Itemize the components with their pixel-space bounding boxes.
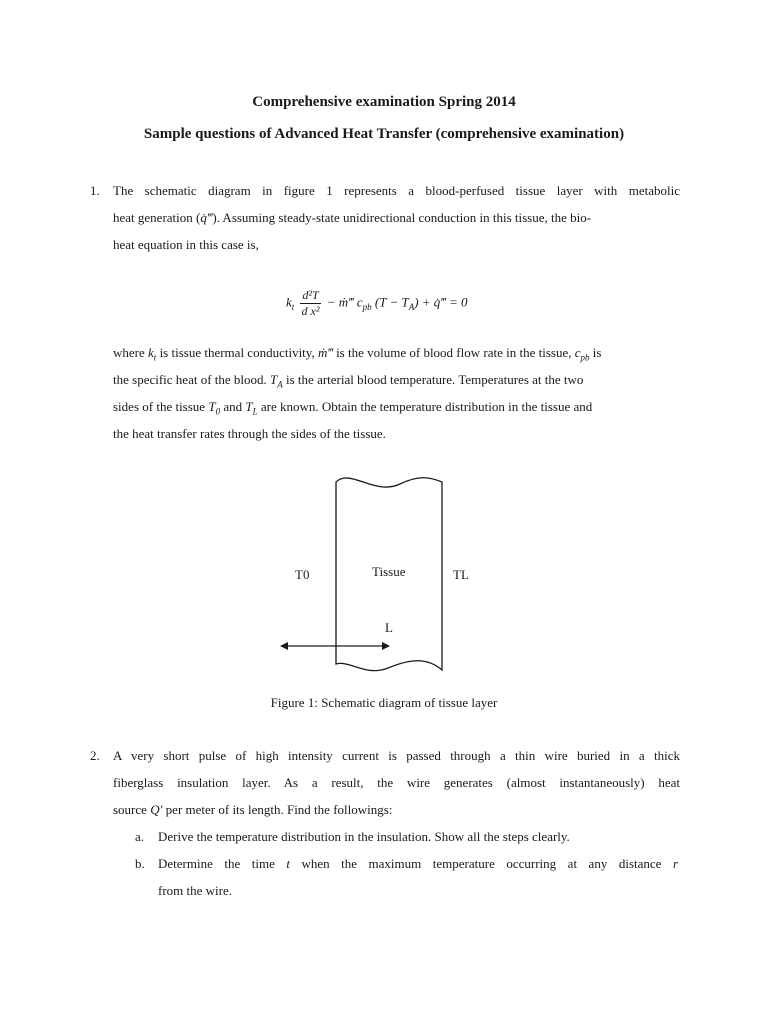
- q1-after-line-3: sides of the tissue $T_0$ and $T_L$ are known. Obtain the temperature distribution in the tissue and: [113, 399, 593, 417]
- equation-fraction: $\frac{\text{d²T}}{\text{d x²}}$: [301, 288, 320, 318]
- q2-a-text: Derive the temperature distribution in the insulation. Show all the steps clearly.: [158, 829, 570, 844]
- q1-line-2: heat generation (q̇‴). Assuming steady-state unidirectional conduction in this tissue, the bio-: [113, 210, 592, 225]
- label-tissue: Tissue: [372, 564, 406, 579]
- heat-generation-symbol: q̇‴: [200, 210, 213, 225]
- question-2-number: 2.: [90, 748, 100, 763]
- arrow-right-head: [382, 642, 390, 650]
- q1-after-line-4: the heat transfer rates through the sides of the tissue.: [113, 426, 386, 441]
- q2-b-line-2: from the wire.: [158, 883, 233, 898]
- q2-b-line-1: Determine the time t when the maximum temperature occurring at any distance r: [158, 856, 678, 871]
- q2-line-1: A very short pulse of high intensity current is passed through a thin wire buried in a thick: [113, 748, 680, 763]
- q1-line-1: The schematic diagram in figure 1 represents a blood-perfused tissue layer with metabolic: [113, 183, 680, 198]
- q1-after-line-1: where $k_t$ is tissue thermal conductivity, ṁ‴ is the volume of blood flow rate in the tissue, $c_{pb}$ is: [113, 345, 602, 363]
- q2-line-2: fiberglass insulation layer. As a result, the wire generates (almost instantaneously) heat: [113, 775, 680, 790]
- q2-a-marker: a.: [135, 829, 145, 844]
- tissue-layer-figure: [260, 470, 490, 685]
- bioheat-equation: $k_t$ $\frac{\text{d²T}}{\text{d x²}}$ − ṁ‴ $c_{pb}$ $(T - T_A)$ + q̇‴ = 0: [286, 288, 468, 318]
- page-subtitle: Sample questions of Advanced Heat Transfer (comprehensive examination): [143, 126, 625, 142]
- q2-b-marker: b.: [135, 856, 145, 871]
- page-title: Comprehensive examination Spring 2014: [252, 94, 516, 110]
- label-l: L: [385, 620, 393, 635]
- figure-caption: Figure 1: Schematic diagram of tissue layer: [270, 695, 498, 710]
- label-tl: TL: [453, 567, 469, 582]
- q2-line-3: source Q′ per meter of its length. Find the followings:: [113, 802, 393, 817]
- label-t0: T0: [295, 567, 310, 582]
- arrow-left-head: [280, 642, 288, 650]
- q1-line-3: heat equation in this case is,: [113, 237, 259, 252]
- question-1-number: 1.: [90, 183, 100, 198]
- q1-after-line-2: the specific heat of the blood. $T_A$ is the arterial blood temperature. Temperatures at the two: [113, 372, 584, 390]
- heat-source-symbol: Q′: [150, 802, 163, 817]
